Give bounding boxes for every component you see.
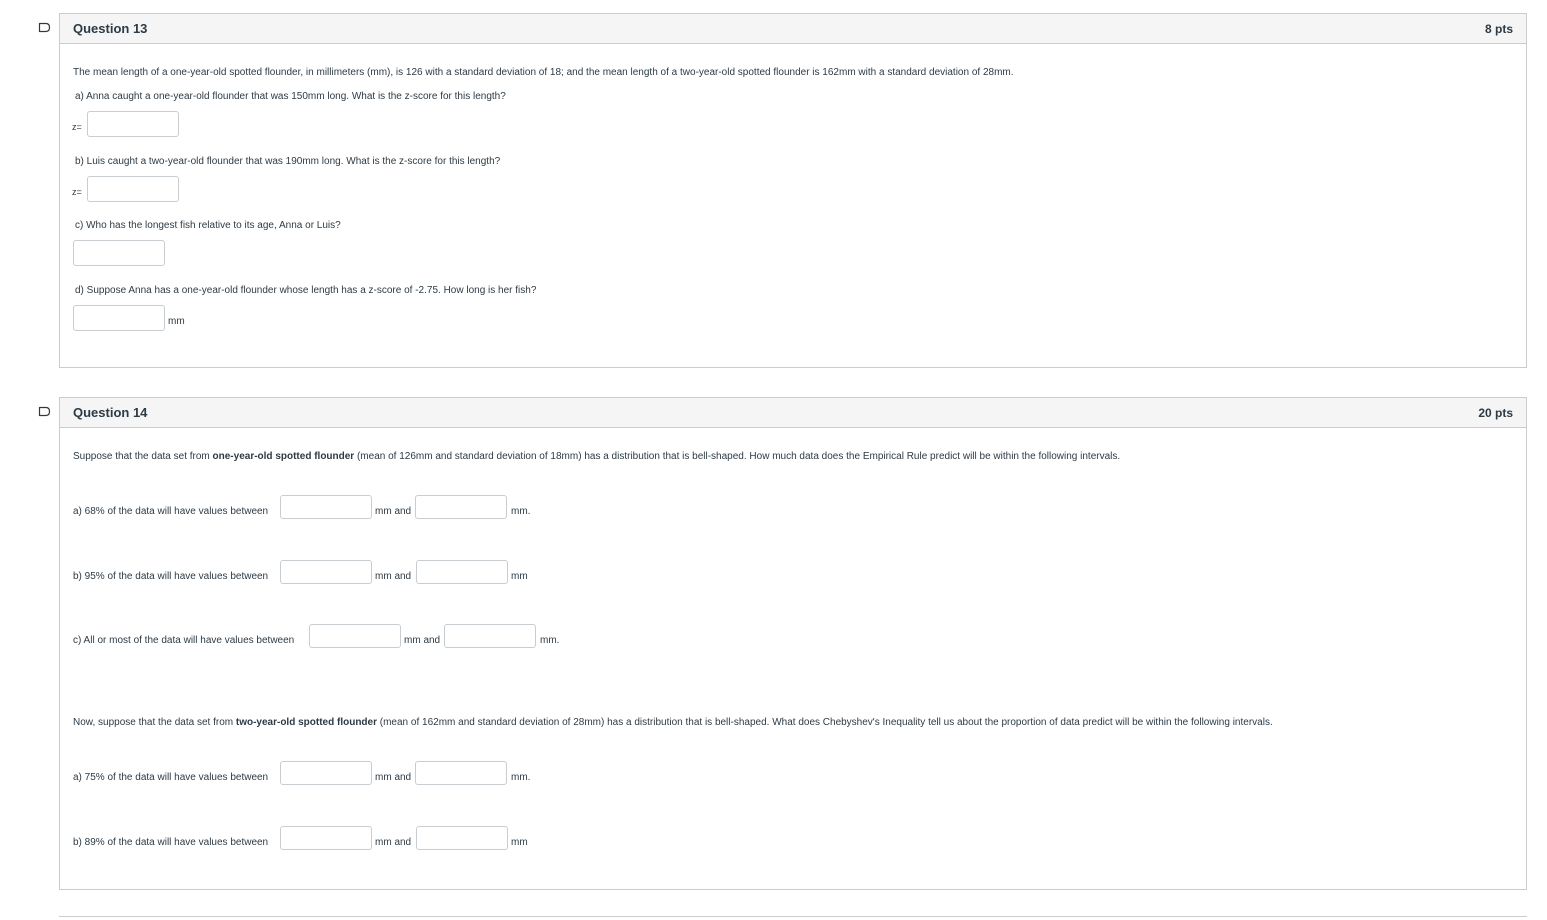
mm-and-label: mm and	[375, 772, 412, 783]
empirical-c-upper-input[interactable]	[444, 624, 536, 648]
question-intro: The mean length of a one-year-old spotted flounder, in millimeters (mm), is 126 with a standard deviation of 18; and the mean length of a two-year-old spotted flounder is 162mm with a standard deviation of 28mm.	[73, 67, 1014, 78]
mm-unit: mm	[511, 837, 528, 848]
part-d-prompt: d) Suppose Anna has a one-year-old flounder whose length has a z-score of -2.75. How long is her fish?	[75, 285, 537, 296]
question-title: Question 14	[73, 405, 148, 420]
flag-question-icon[interactable]	[38, 406, 51, 417]
empirical-b-prompt: b) 95% of the data will have values between	[73, 571, 269, 582]
question-14	[59, 397, 1527, 890]
answer-a-input[interactable]	[87, 111, 179, 137]
empirical-b-lower-input[interactable]	[280, 560, 372, 584]
chebyshev-b-upper-input[interactable]	[416, 826, 508, 850]
mm-unit: mm.	[511, 772, 531, 783]
empirical-c-lower-input[interactable]	[309, 624, 401, 648]
answer-c-input[interactable]	[73, 240, 165, 266]
empirical-a-prompt: a) 68% of the data will have values between	[73, 506, 269, 517]
part-b-prompt: b) Luis caught a two-year-old flounder that was 190mm long. What is the z-score for this length?	[75, 156, 501, 167]
question-points: 8 pts	[1484, 21, 1513, 36]
question-header	[60, 14, 1526, 44]
empirical-a-lower-input[interactable]	[280, 495, 372, 519]
part-c-prompt: c) Who has the longest fish relative to its age, Anna or Luis?	[75, 220, 341, 231]
answer-b-input[interactable]	[87, 176, 179, 202]
question-title: Question 13	[73, 21, 148, 36]
part-a-prompt: a) Anna caught a one-year-old flounder that was 150mm long. What is the z-score for this length?	[75, 91, 506, 102]
chebyshev-b-lower-input[interactable]	[280, 826, 372, 850]
next-question-border	[59, 916, 1527, 917]
question-points: 20 pts	[1478, 405, 1513, 420]
flag-question-icon[interactable]	[38, 22, 51, 33]
empirical-intro: Suppose that the data set from one-year-old spotted flounder (mean of 126mm and standard deviation of 18mm) has a distribution that is bell-shaped. How much data does the Empirical Rule predict will be within the following intervals.	[73, 451, 1121, 462]
mm-unit: mm	[511, 571, 528, 582]
chebyshev-a-prompt: a) 75% of the data will have values between	[73, 772, 269, 783]
mm-and-label: mm and	[375, 506, 412, 517]
question-header	[60, 398, 1526, 428]
question-13	[59, 13, 1527, 368]
mm-unit: mm	[168, 316, 185, 327]
chebyshev-intro: Now, suppose that the data set from two-year-old spotted flounder (mean of 162mm and standard deviation of 28mm) has a distribution that is bell-shaped. What does Chebyshev's Inequality tell us about the proportion of data predict will be within the following intervals.	[73, 717, 1273, 728]
empirical-a-upper-input[interactable]	[415, 495, 507, 519]
chebyshev-a-upper-input[interactable]	[415, 761, 507, 785]
mm-and-label: mm and	[375, 837, 412, 848]
answer-d-input[interactable]	[73, 305, 165, 331]
mm-and-label: mm and	[404, 635, 441, 646]
mm-unit: mm.	[511, 506, 531, 517]
mm-and-label: mm and	[375, 571, 412, 582]
empirical-b-upper-input[interactable]	[416, 560, 508, 584]
chebyshev-a-lower-input[interactable]	[280, 761, 372, 785]
z-label: z=	[72, 187, 82, 197]
z-label: z=	[72, 122, 82, 132]
empirical-c-prompt: c) All or most of the data will have values between	[73, 635, 295, 646]
mm-unit: mm.	[540, 635, 560, 646]
chebyshev-b-prompt: b) 89% of the data will have values between	[73, 837, 269, 848]
